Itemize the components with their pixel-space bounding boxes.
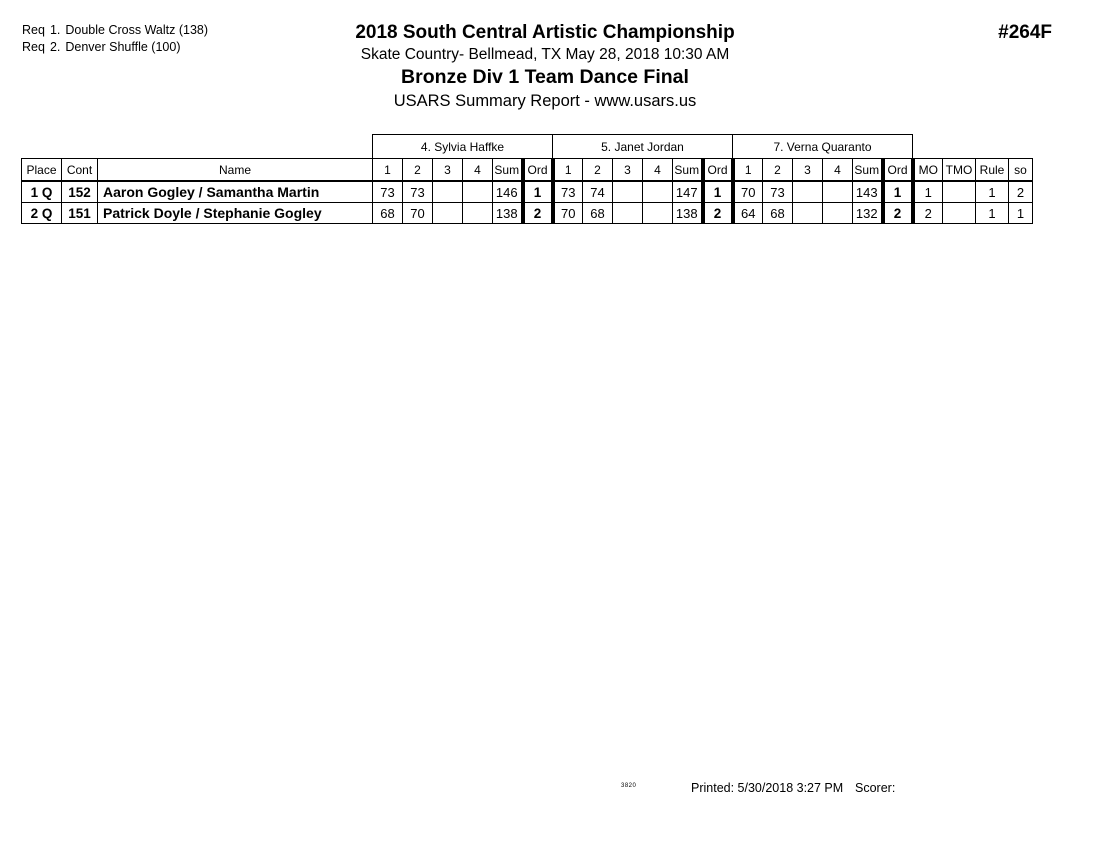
- cell-j3-ord: 1: [883, 181, 913, 203]
- cell-j3-ord: 2: [883, 203, 913, 224]
- cell-j3-score1: 64: [733, 203, 763, 224]
- header-j3-sum: Sum: [853, 159, 883, 182]
- cell-name: Aaron Gogley / Samantha Martin: [98, 181, 373, 203]
- header-cont: Cont: [62, 159, 98, 182]
- header-j3-ord: Ord: [883, 159, 913, 182]
- championship-title: 2018 South Central Artistic Championship: [355, 22, 735, 43]
- cell-j2-score4: [643, 203, 673, 224]
- cell-cont: 152: [62, 181, 98, 203]
- header-j3-score4: 4: [823, 159, 853, 182]
- band-spacer: [22, 135, 373, 159]
- cell-j2-sum: 138: [673, 203, 703, 224]
- header-j2-ord: Ord: [703, 159, 733, 182]
- report-header: [0, 22, 1090, 113]
- cell-mo: 2: [913, 203, 943, 224]
- cell-j2-score3: [613, 203, 643, 224]
- judge-header-3: 7. Verna Quaranto: [733, 135, 913, 159]
- cell-tmo: [943, 203, 976, 224]
- table-row: [22, 203, 1033, 224]
- cell-j2-ord: 2: [703, 203, 733, 224]
- cell-j1-ord: 1: [523, 181, 553, 203]
- event-title: Bronze Div 1 Team Dance Final: [401, 66, 689, 88]
- header-j2-score3: 3: [613, 159, 643, 182]
- requirement-text: Double Cross Waltz (138): [65, 23, 209, 37]
- requirement-label: Req: [22, 23, 45, 37]
- cell-j1-score2: 70: [403, 203, 433, 224]
- header-name: Name: [98, 159, 373, 182]
- header-j1-score3: 3: [433, 159, 463, 182]
- judge-header-2: 5. Janet Jordan: [553, 135, 733, 159]
- cell-j2-score1: 70: [553, 203, 583, 224]
- cell-j3-score4: [823, 181, 853, 203]
- cell-j2-score2: 68: [583, 203, 613, 224]
- header-j2-sum: Sum: [673, 159, 703, 182]
- header-j1-score2: 2: [403, 159, 433, 182]
- cell-j2-score4: [643, 181, 673, 203]
- cell-j3-score3: [793, 203, 823, 224]
- cell-j3-score3: [793, 181, 823, 203]
- cell-j2-ord: 1: [703, 181, 733, 203]
- header-j3-score3: 3: [793, 159, 823, 182]
- cell-j1-score2: 73: [403, 181, 433, 203]
- cell-place: 2 Q: [22, 203, 62, 224]
- header-j2-score2: 2: [583, 159, 613, 182]
- cell-j1-sum: 138: [493, 203, 523, 224]
- column-header-row: [22, 159, 1033, 182]
- cell-name: Patrick Doyle / Stephanie Gogley: [98, 203, 373, 224]
- cell-j1-sum: 146: [493, 181, 523, 203]
- cell-cont: 151: [62, 203, 98, 224]
- cell-j1-score1: 68: [373, 203, 403, 224]
- cell-rule: 1: [976, 203, 1009, 224]
- requirement-number: 1.: [49, 23, 61, 37]
- requirement-label: Req: [22, 40, 45, 54]
- cell-j2-score3: [613, 181, 643, 203]
- cell-j3-score2: 68: [763, 203, 793, 224]
- cell-j2-sum: 147: [673, 181, 703, 203]
- cell-j3-score2: 73: [763, 181, 793, 203]
- cell-j3-score1: 70: [733, 181, 763, 203]
- header-j1-ord: Ord: [523, 159, 553, 182]
- cell-j1-score4: [463, 203, 493, 224]
- cell-j1-score1: 73: [373, 181, 403, 203]
- requirement-text: Denver Shuffle (100): [65, 40, 181, 54]
- scorer-label: Scorer:: [855, 781, 896, 795]
- requirement-number: 2.: [49, 40, 61, 54]
- report-subtitle: USARS Summary Report - www.usars.us: [393, 92, 697, 110]
- cell-j1-score3: [433, 203, 463, 224]
- cell-j3-score4: [823, 203, 853, 224]
- cell-so: 2: [1009, 181, 1033, 203]
- cell-so: 1: [1009, 203, 1033, 224]
- cell-j2-score2: 74: [583, 181, 613, 203]
- band-spacer: [913, 135, 1033, 159]
- header-tmo: TMO: [943, 159, 976, 182]
- header-j1-sum: Sum: [493, 159, 523, 182]
- header-j3-score2: 2: [763, 159, 793, 182]
- cell-rule: 1: [976, 181, 1009, 203]
- table-row: [22, 181, 1033, 203]
- header-so: so: [1009, 159, 1033, 182]
- venue-line: Skate Country- Bellmead, TX May 28, 2018 10:30 AM: [360, 46, 730, 63]
- cell-j1-score3: [433, 181, 463, 203]
- printed-timestamp: Printed: 5/30/2018 3:27 PM: [691, 781, 844, 795]
- results-table: [21, 134, 1033, 224]
- cell-place: 1 Q: [22, 181, 62, 203]
- cell-tmo: [943, 181, 976, 203]
- event-number: #264F: [998, 22, 1052, 43]
- header-j2-score1: 1: [553, 159, 583, 182]
- cell-j1-ord: 2: [523, 203, 553, 224]
- cell-j1-score4: [463, 181, 493, 203]
- header-j3-score1: 1: [733, 159, 763, 182]
- results-table-wrapper: [21, 134, 1033, 224]
- header-rule: Rule: [976, 159, 1009, 182]
- header-j1-score4: 4: [463, 159, 493, 182]
- cell-mo: 1: [913, 181, 943, 203]
- footer-code: 3820: [621, 783, 637, 789]
- header-mo: MO: [913, 159, 943, 182]
- cell-j3-sum: 132: [853, 203, 883, 224]
- judge-header-1: 4. Sylvia Haffke: [373, 135, 553, 159]
- header-j2-score4: 4: [643, 159, 673, 182]
- cell-j3-sum: 143: [853, 181, 883, 203]
- cell-j2-score1: 73: [553, 181, 583, 203]
- header-place: Place: [22, 159, 62, 182]
- header-j1-score1: 1: [373, 159, 403, 182]
- judge-band-row: [22, 135, 1033, 159]
